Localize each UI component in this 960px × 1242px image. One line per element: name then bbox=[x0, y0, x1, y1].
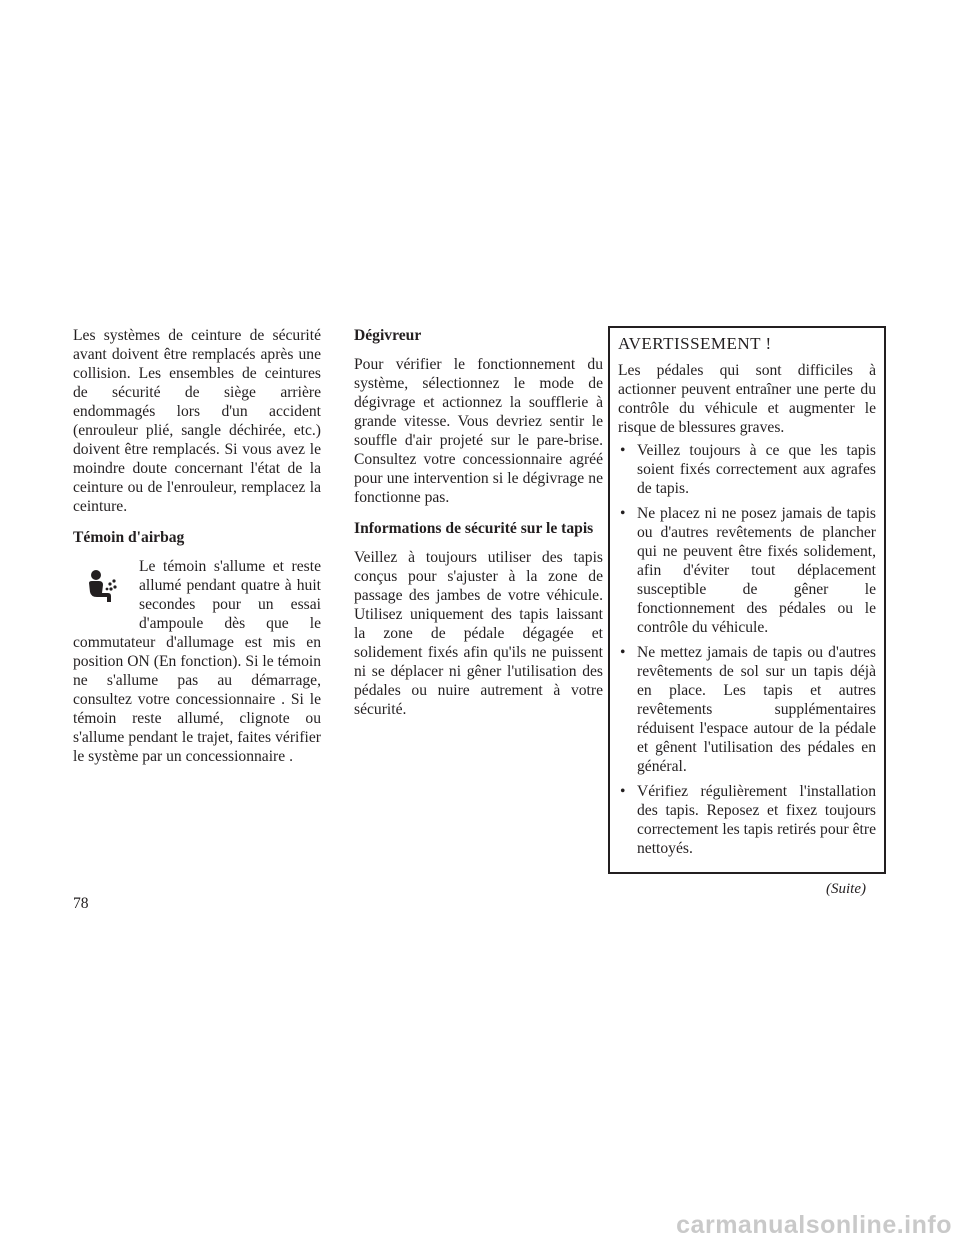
right-column bbox=[608, 326, 886, 899]
middle-column bbox=[354, 326, 603, 731]
airbag-warning-heading: Témoin d'airbag bbox=[73, 529, 185, 546]
floor-mat-heading: Informations de sécurité sur le tapis bbox=[354, 520, 594, 537]
continued-label: (Suite) bbox=[826, 881, 866, 897]
floor-mat-paragraph: Veillez à toujours utiliser des tapis conçus pour s'ajuster à la zone de passage des jambes de votre véhicule. Utilisez uniquement des tapis laissant la zone de pédale dégagée et solidement fixés afin qu'ils ne puissent ni se déplacer ni gêner l'utilisation des pédales ou nuire autrement à votre sécurité. bbox=[354, 549, 603, 718]
warning-bullet: • Vérifiez régulièrement l'installation des tapis. Reposez et fixez toujours correctement les tapis retirés pour être nettoyés. bbox=[618, 782, 876, 858]
page-number: 78 bbox=[73, 895, 89, 912]
warning-title: AVERTISSEMENT ! bbox=[618, 334, 772, 353]
left-column bbox=[73, 326, 321, 778]
defroster-paragraph: Pour vérifier le fonctionnement du système, sélectionnez le mode de dégivrage et actionnez la soufflerie à grande vitesse. Vous devriez sentir le souffle d'air projeté sur le pare-brise. Consultez votre concessionnaire agréé pour une intervention si le dégivrage ne fonctionne pas. bbox=[354, 356, 603, 506]
warning-bullet: • Ne placez ni ne posez jamais de tapis ou d'autres revêtements de plancher qui ne peuvent être fixés solidement, afin d'éviter tout déplacement susceptible de gêner le fonctionnement des pédales ou le contrôle du véhicule. bbox=[618, 504, 876, 637]
warning-list bbox=[618, 441, 876, 858]
airbag-warning-paragraph: Le témoin s'allume et reste allumé pendant quatre à huit secondes pour un essai d'ampoule dès que le commutateur d'allumage est mis en position ON (En fonction). Si le témoin ne s'allume pas au démarrage, consultez votre concessionnaire . Si le témoin reste allumé, clignote ou s'allume pendant le trajet, faites vérifier le système par un concessionnaire . bbox=[73, 558, 321, 765]
airbag-warning-block bbox=[73, 557, 321, 766]
airbag-warning-icon bbox=[73, 557, 131, 633]
warning-bullet: • Ne mettez jamais de tapis ou d'autres revêtements de sol sur un tapis déjà en place. Les tapis et autres revêtements supplémentaires réduisent l'espace autour de la pédale et gênent l'utilisation des pédales en général. bbox=[618, 643, 876, 776]
warning-intro: Les pédales qui sont difficiles à actionner peuvent entraîner une perte du contrôle du véhicule et augmenter le risque de blessures graves. bbox=[618, 362, 876, 436]
warning-bullet: • Veillez toujours à ce que les tapis soient fixés correctement aux agrafes de tapis. bbox=[618, 441, 876, 498]
watermark: carmanualsonline.info bbox=[676, 1211, 952, 1239]
warning-box bbox=[608, 326, 886, 874]
defroster-heading: Dégivreur bbox=[354, 327, 422, 344]
seatbelt-replacement-paragraph: Les systèmes de ceinture de sécurité avant doivent être remplacés après une collision. Les ensembles de ceintures de sécurité de siège arrière endommagés lors d'un accident (enrouleur plié, sangle déchirée, etc.) doivent être remplacés. Si vous avez le moindre doute concernant l'état de la ceinture ou de l'enrouleur, remplacez la ceinture. bbox=[73, 327, 321, 515]
